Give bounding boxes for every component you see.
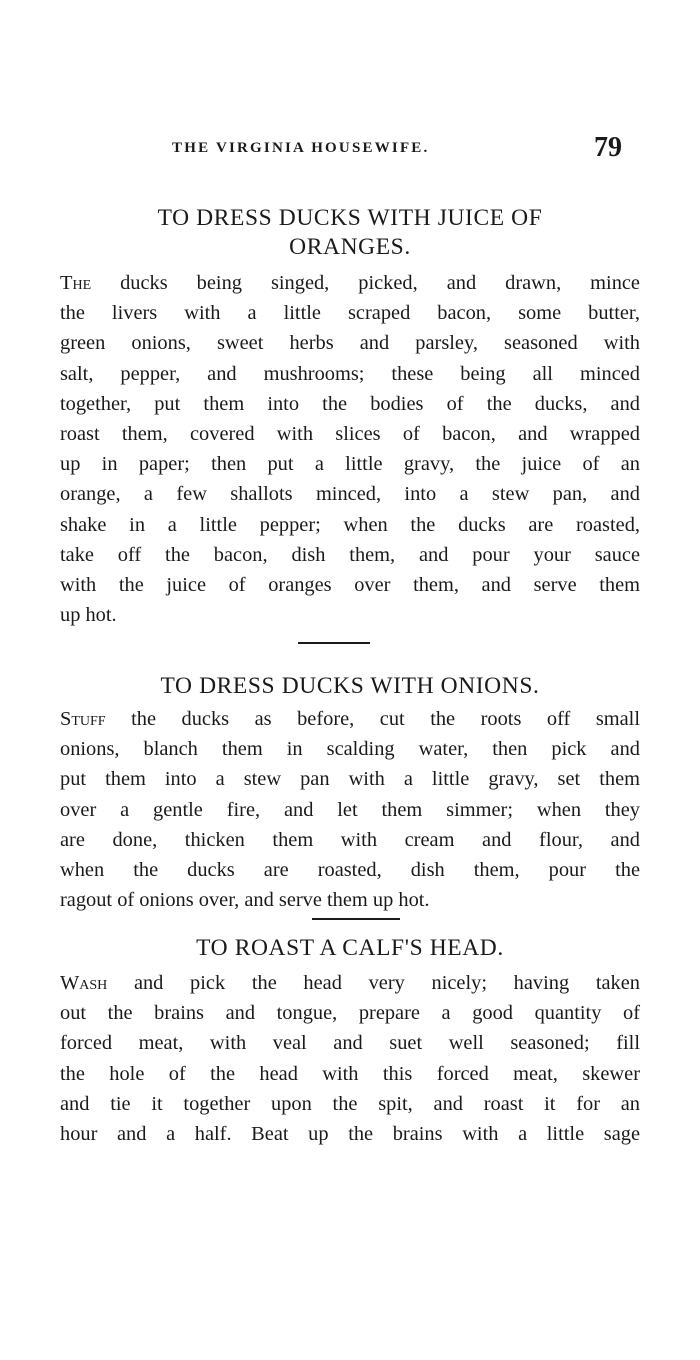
running-head: [0, 128, 700, 168]
body-line: and tie it together upon the spit, and roast it for an: [60, 1092, 640, 1115]
body-line: green onions, sweet herbs and parsley, seasoned with: [60, 332, 640, 355]
body-line-text: and pick the head very nicely; having taken: [107, 972, 640, 994]
body-line: shake in a little pepper; when the ducks are roasted,: [60, 513, 640, 536]
body-line: take off the bacon, dish them, and pour your sauce: [60, 543, 640, 566]
recipe-ducks-orange-juice: [60, 204, 640, 630]
body-line: are done, thicken them with cream and flour, and: [60, 828, 640, 851]
body-line: with the juice of oranges over them, and serve them: [60, 574, 640, 597]
body-line: onions, blanch them in scalding water, then pick and: [60, 738, 640, 761]
lead-word: The: [60, 272, 92, 294]
recipe-body: [60, 968, 640, 1149]
lead-word: Stuff: [60, 708, 106, 730]
heading-line: TO ROAST A CALF'S HEAD.: [196, 935, 504, 961]
recipe-body: [60, 704, 640, 915]
body-line: [60, 268, 640, 298]
body-line: up in paper; then put a little gravy, the juice of an: [60, 453, 640, 476]
body-line-text: the ducks as before, cut the roots off small: [105, 708, 640, 730]
recipe-heading: [60, 204, 640, 262]
running-title: THE VIRGINIA HOUSEWIFE.: [172, 140, 430, 156]
recipe-ducks-onions: [60, 672, 640, 915]
body-line-text: ducks being singed, picked, and drawn, mince: [91, 272, 640, 294]
body-line: roast them, covered with slices of bacon, and wrapped: [60, 423, 640, 446]
body-line: over a gentle fire, and let them simmer; when they: [60, 798, 640, 821]
body-line: hour and a half. Beat up the brains with a little sage: [60, 1123, 640, 1146]
body-line: forced meat, with veal and suet well seasoned; fill: [60, 1032, 640, 1055]
heading-line: ORANGES.: [289, 234, 411, 260]
body-line: [60, 968, 640, 998]
recipe-heading: [60, 934, 640, 963]
body-line: when the ducks are roasted, dish them, pour the: [60, 859, 640, 882]
body-line: out the brains and tongue, prepare a good quantity of: [60, 1002, 640, 1025]
section-divider: [312, 918, 400, 920]
body-line: the livers with a little scraped bacon, some butter,: [60, 302, 640, 325]
body-line: together, put them into the bodies of the ducks, and: [60, 392, 640, 415]
lead-word: Wash: [60, 972, 108, 994]
body-line: ragout of onions over, and serve them up hot.: [60, 889, 430, 912]
heading-line: TO DRESS DUCKS WITH ONIONS.: [160, 673, 540, 699]
section-divider: [298, 642, 370, 644]
body-line: the hole of the head with this forced meat, skewer: [60, 1062, 640, 1085]
body-line: up hot.: [60, 604, 117, 627]
heading-line: TO DRESS DUCKS WITH JUICE OF: [157, 205, 543, 231]
body-line: [60, 704, 640, 734]
recipe-roast-calfs-head: [60, 934, 640, 1149]
recipe-heading: [60, 672, 640, 701]
body-line: salt, pepper, and mushrooms; these being all minced: [60, 362, 640, 385]
body-line: put them into a stew pan with a little gravy, set them: [60, 768, 640, 791]
page-number: 79: [594, 132, 622, 163]
body-line: orange, a few shallots minced, into a stew pan, and: [60, 483, 640, 506]
recipe-body: [60, 268, 640, 630]
